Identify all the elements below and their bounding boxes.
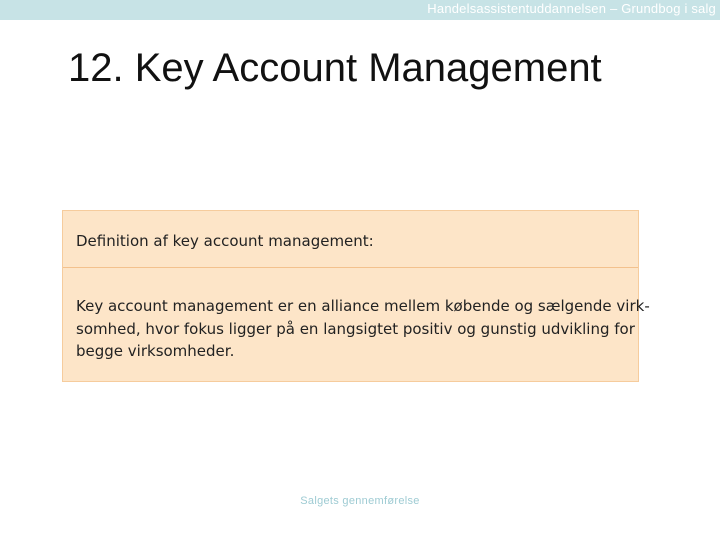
header-text: Handelsassistentuddannelsen – Grundbog i salg <box>427 1 716 16</box>
header-bar <box>0 0 720 20</box>
definition-line: Key account management er en alliance mellem købende og sælgende virk- <box>76 297 650 315</box>
definition-line: begge virksomheder. <box>76 342 235 360</box>
slide-title: 12. Key Account Management <box>68 46 602 90</box>
definition-line: somhed, hvor fokus ligger på en langsigtet positiv og gunstig udvikling for <box>76 319 635 338</box>
definition-body <box>76 295 650 363</box>
definition-divider <box>63 267 638 268</box>
definition-heading: Definition af key account management: <box>76 232 374 250</box>
definition-box <box>62 210 650 382</box>
footer-text: Salgets gennemførelse <box>300 495 420 507</box>
